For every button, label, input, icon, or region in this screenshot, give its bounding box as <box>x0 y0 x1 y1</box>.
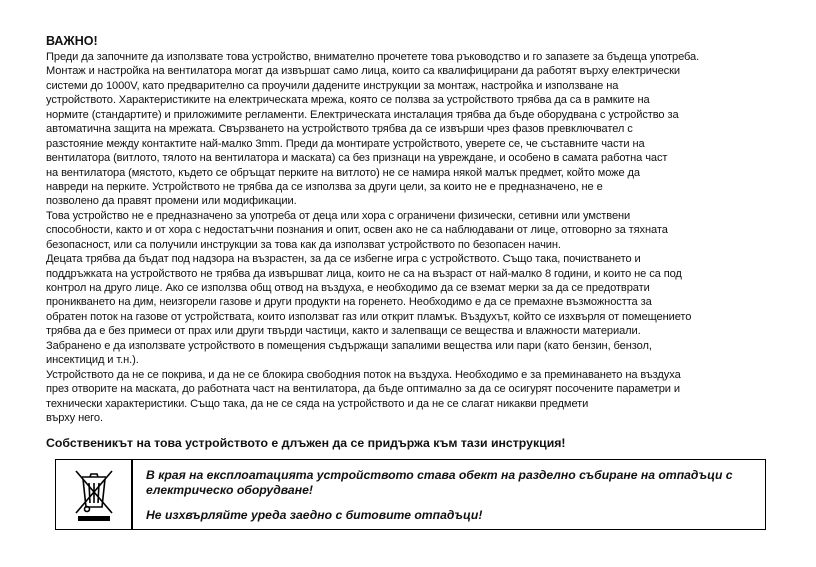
text-line: Това устройство не е предназначено за употреба от деца или хора с ограничени физически, сетивни или умствени <box>46 209 631 222</box>
text-line: обратен поток на газове от устройствата, които използват газ или открит пламък. Въздухът, който се изхвърля от помещението <box>46 310 692 323</box>
text-line: способности, както и от хора с недостатъчни познания и опит, освен ако не са наблюдавани от лице, отговорно за тяхната <box>46 224 668 237</box>
text-line: Забранено е да използвате устройството в помещения съдържащи запалими вещества или пари (като бензин, бензол, <box>46 339 652 352</box>
text-line: Устройството да не се покрива, и да не се блокира свободния поток на въздуха. Необходимо е за преминаването на въздуха <box>46 368 681 381</box>
text-line: позволено да правят промени или модификации. <box>46 195 297 208</box>
text-line: проникването на дим, неизгорели газове и други продукти на горенето. Необходимо е да се премахне възможността за <box>46 296 652 309</box>
text-line: вентилатора (витлото, тялото на вентилатора и маската) са без признаци на увреждане, и особено в самата работна част <box>46 152 668 165</box>
text-line: безопасност, или са получили инструкции за това как да използват устройството по безопасен начин. <box>46 238 561 251</box>
disposal-notice-box <box>55 459 766 530</box>
notice-divider <box>131 460 133 529</box>
text-line: контрол на друго лице. Ако се използва общ отвод на въздуха, е необходимо да се вземат мерки за да се предотврати <box>46 282 650 294</box>
text-line: разстояние между контактите най-малко 3mm. Преди да монтирате устройството, уверете се, че съставните части на <box>46 137 645 150</box>
text-line: през отворите на маската, до работната част на вентилатора, да бъде оптимално за да се осигурят посочените параметри и <box>46 383 680 396</box>
instruction-text <box>46 50 786 425</box>
text-line: инсектицид и т.н.). <box>46 354 139 367</box>
household-waste-warning: Не изхвърляйте уреда заедно с битовите отпадъци! <box>146 508 483 522</box>
text-line: технически характеристики. Също така, да не се сяда на устройството и да не се слагат никакви предмети <box>46 397 589 410</box>
owner-statement: Собственикът на това устройството е длъжен да се придържа към тази инструкция! <box>46 436 566 450</box>
text-line: Децата трябва да бъдат под надзора на възрастен, за да се избегне игра с устройството. Също така, почистването и <box>46 253 641 266</box>
disposal-notice-text: В края на експлоатацията устройството става обект на разделно събиране на отпадъци с електрическо оборудване! <box>146 468 733 497</box>
text-line: върху него. <box>46 411 103 424</box>
text-line: устройството. Характеристиките на електрическата мрежа, която се ползва за устройството трябва да са в рамките на <box>46 94 650 107</box>
warning-heading: ВАЖНО! <box>46 34 98 48</box>
text-line: системи до 1000V, като предварително са проучили дадените инструкции за монтаж, настройка и използване на <box>46 79 619 92</box>
text-line: навреди на перките. Устройството не трябва да се използва за други цели, за които не е предназначено, не е <box>46 180 603 193</box>
crossed-out-wheelie-bin-icon <box>70 467 118 528</box>
text-line: Преди да започните да използвате това устройство, внимателно прочетете това ръководство и го запазете за бъдеща употреба. <box>46 51 700 63</box>
text-line: автоматична защита на мрежата. Свързването на устройството трябва да се извърши чрез фазов превключвател с <box>46 123 633 136</box>
text-line: трябва да е без примеси от прах или други твърди частици, както и залепващи се вещества и влажности материали. <box>46 325 641 338</box>
text-line: поддръжката на устройството не трябва да извършват лица, които не са на възраст от най-малко 8 години, и които не са под <box>46 267 682 280</box>
text-line: нормите (стандартите) и приложимите регламенти. Електрическата инсталация трябва да бъде оборудвана с устройство за <box>46 108 679 121</box>
text-line: Монтаж и настройка на вентилатора могат да извършат само лица, които са квалифицирани да работят върху електрически <box>46 65 680 78</box>
text-line: на вентилатора (мястото, където се обръщат перките на витлото) не се намира някой малък предмет, който може да <box>46 166 640 179</box>
